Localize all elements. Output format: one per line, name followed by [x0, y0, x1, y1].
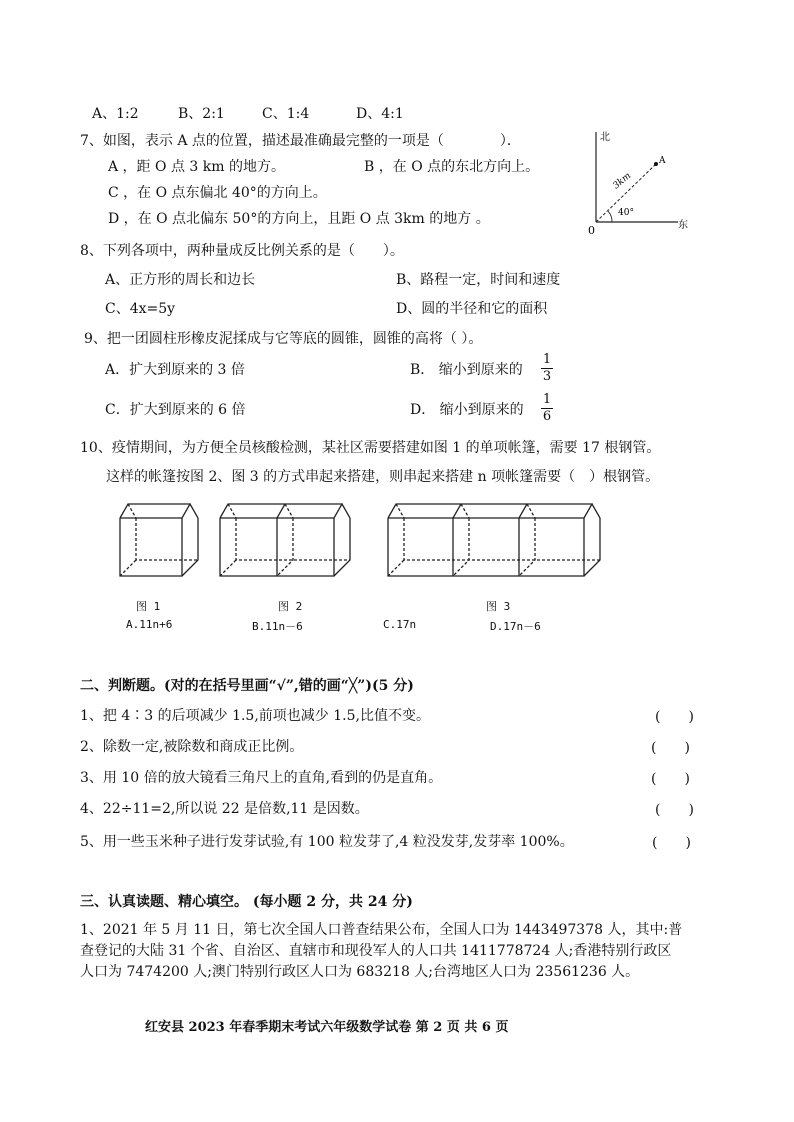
q7-option-b: B ，在 O 点的东北方向上。: [364, 159, 540, 175]
q8-option-c: C、4x=5y: [105, 301, 176, 317]
angle-label: 40°: [618, 208, 634, 218]
answer-paren-1[interactable]: ( ): [655, 709, 694, 725]
judge-item-1: 1、把 4∶3 的后项减少 1.5,前项也减少 1.5,比值不变。: [80, 708, 430, 724]
q10-option-a: A.11n+6: [126, 618, 173, 631]
figure-1-caption: 图 1: [136, 600, 161, 613]
q8-option-d: D、圆的半径和它的面积: [396, 301, 548, 317]
q9-option-b: B． 缩小到原来的: [410, 362, 523, 378]
north-label: 北: [600, 132, 610, 143]
q6-option-d: D、4:1: [356, 106, 404, 122]
q6-option-a: A、1:2: [92, 106, 139, 122]
q7-stem: 7、如图，表示 A 点的位置，描述最准确最完整的一项是（ ）．: [80, 133, 521, 149]
q6-option-b: B、2:1: [178, 106, 225, 122]
figure-3-caption: 图 3: [486, 600, 511, 613]
q10-line1: 10、疫情期间，为方便全员核酸检测，某社区需要搭建如图 1 的单项帐篷，需要 17 根钢管。: [80, 440, 661, 456]
q10-option-b: B.11n－6: [252, 620, 303, 633]
answer-paren-3[interactable]: ( ): [651, 771, 690, 787]
distance-label: 3km: [611, 170, 634, 192]
q9-option-c: C．扩大到原来的 6 倍: [105, 402, 246, 418]
point-a-label: A: [659, 156, 666, 166]
s3-q1-line3: 人口为 7474200 人;澳门特别行政区人口为 683218 人;台湾地区人口为 23561236 人。: [80, 964, 640, 980]
judge-item-3: 3、用 10 倍的放大镜看三角尺上的直角,看到的仍是直角。: [80, 770, 443, 786]
q9-stem: 9、把一团圆柱形橡皮泥揉成与它等底的圆锥，圆锥的高将（ ）。: [84, 331, 483, 347]
q7-option-a: A ，距 O 点 3 km 的地方。: [108, 159, 285, 175]
judge-item-4: 4、22÷11=2,所以说 22 是倍数,11 是因数。: [80, 801, 369, 817]
answer-paren-5[interactable]: ( ): [652, 835, 691, 851]
q10-option-d: D.17n－6: [490, 620, 541, 633]
q9-option-a: A．扩大到原来的 3 倍: [105, 362, 245, 378]
page-footer: 红安县 2023 年春季期末考试六年级数学试卷 第 2 页 共 6 页: [145, 1020, 509, 1035]
origin-label: 0: [588, 224, 595, 236]
q7-option-c: C ，在 O 点东偏北 40°的方向上。: [108, 185, 327, 201]
answer-paren-4[interactable]: ( ): [655, 802, 694, 818]
section3-title: 三、认真读题、精心填空。 (每小题 2 分，共 24 分): [80, 894, 413, 910]
answer-paren-2[interactable]: ( ): [651, 740, 690, 756]
fraction-one-third: 1 3: [542, 352, 552, 384]
east-label: 东: [678, 220, 688, 231]
judge-item-2: 2、除数一定,被除数和商成正比例。: [80, 739, 304, 755]
q6-option-c: C、1:4: [262, 106, 310, 122]
q8-option-a: A、正方形的周长和边长: [105, 272, 256, 288]
judge-item-5: 5、用一些玉米种子进行发芽试验,有 100 粒发芽了,4 粒没发芽,发芽率 100%。: [80, 834, 574, 850]
section2-title: 二、判断题。(对的在括号里画“√”,错的画“╳”)(5 分): [80, 678, 414, 694]
tent-figures: [108, 498, 628, 586]
q10-line2: 这样的帐篷按图 2、图 3 的方式串起来搭建，则串起来搭建 n 项帐篷需要（ ）根钢管。: [106, 469, 660, 485]
figure-2-caption: 图 2: [278, 600, 303, 613]
s3-q1-line2: 查登记的大陆 31 个省、自治区、直辖市和现役军人的人口共 1411778724 人;香港特别行政区: [80, 943, 672, 959]
q10-option-c: C.17n: [383, 618, 417, 631]
q7-option-d: D ，在 O 点北偏东 50°的方向上，且距 O 点 3km 的地方 。: [108, 211, 490, 227]
s3-q1-line1: 1、2021 年 5 月 11 日，第七次全国人口普查结果公布，全国人口为 1443497378 人，其中:普: [80, 922, 683, 938]
fraction-one-sixth: 1 6: [542, 392, 552, 424]
direction-diagram: [570, 126, 690, 236]
q8-option-b: B、路程一定，时间和速度: [396, 272, 561, 288]
q9-option-d: D． 缩小到原来的: [410, 402, 524, 418]
q8-stem: 8、下列各项中，两种量成反比例关系的是（ ）。: [80, 243, 404, 259]
